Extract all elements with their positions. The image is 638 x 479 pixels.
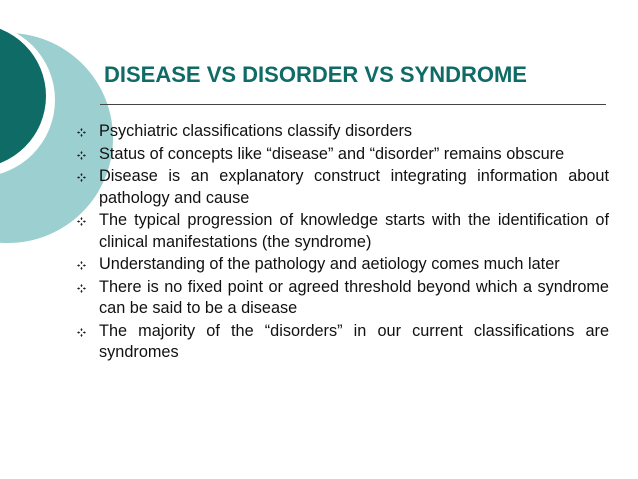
bullet-text: The majority of the “disorders” in our current classifications are syndromes xyxy=(99,321,609,361)
bullet-item xyxy=(72,144,609,166)
bullet-list xyxy=(72,121,609,365)
slide-title: DISEASE VS DISORDER VS SYNDROME xyxy=(104,62,527,87)
bullet-item xyxy=(72,321,609,364)
bullet-item xyxy=(72,210,609,253)
four-diamond-bullet-icon xyxy=(77,261,86,270)
four-diamond-bullet-icon xyxy=(77,217,86,226)
bullet-text: Psychiatric classifications classify disorders xyxy=(99,122,413,140)
four-diamond-bullet-icon xyxy=(77,284,86,293)
four-diamond-bullet-icon xyxy=(77,328,86,337)
bullet-text: Understanding of the pathology and aetiology comes much later xyxy=(99,255,560,273)
four-diamond-bullet-icon xyxy=(77,173,86,182)
bullet-text: There is no fixed point or agreed threshold beyond which a syndrome can be said to be a disease xyxy=(99,277,609,317)
title-divider xyxy=(100,104,606,105)
four-diamond-bullet-icon xyxy=(77,151,86,160)
bullet-item xyxy=(72,166,609,209)
four-diamond-bullet-icon xyxy=(77,128,86,137)
bullet-text: The typical progression of knowledge starts with the identification of clinical manifestations (the syndrome) xyxy=(99,211,609,251)
bullet-item xyxy=(72,121,609,143)
bullet-item xyxy=(72,254,609,276)
bullet-text: Status of concepts like “disease” and “disorder” remains obscure xyxy=(99,144,565,163)
bullet-item xyxy=(72,277,609,320)
bullet-text: Disease is an explanatory construct integrating information about pathology and cause xyxy=(99,167,609,207)
